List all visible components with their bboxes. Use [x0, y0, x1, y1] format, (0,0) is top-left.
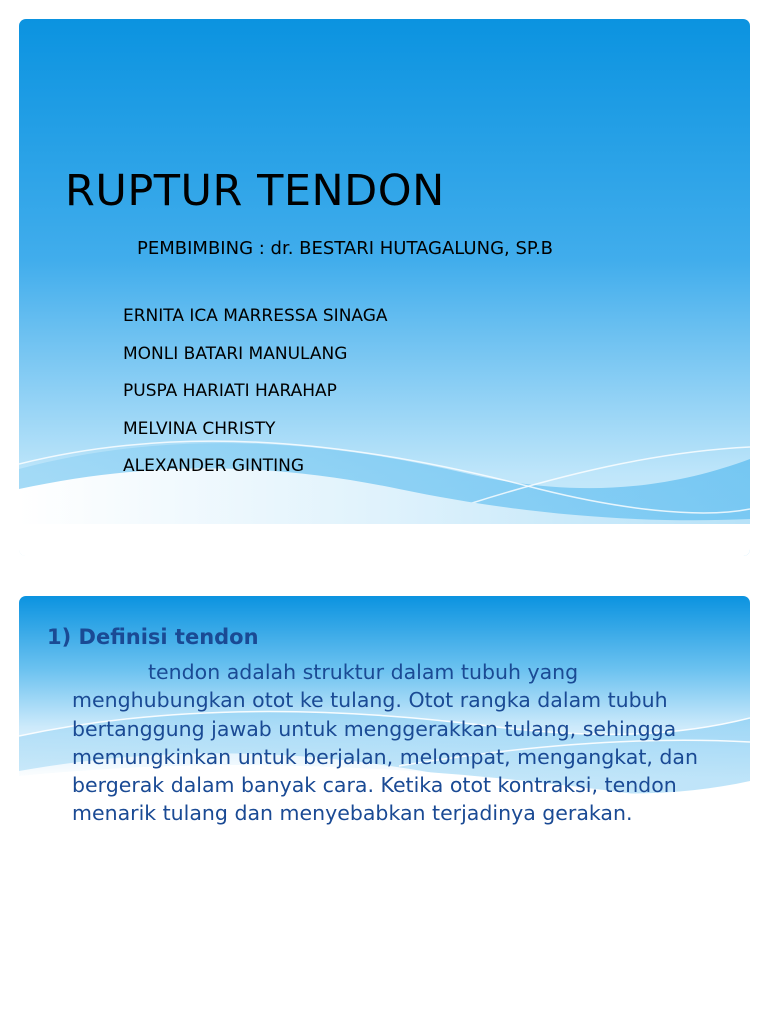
supervisor-line: PEMBIMBING : dr. BESTARI HUTAGALUNG, SP.B — [137, 238, 554, 259]
author-name: ERNITA ICA MARRESSA SINAGA — [123, 306, 388, 326]
author-name: PUSPA HARIATI HARAHAP — [123, 381, 337, 401]
presentation-title: RUPTUR TENDON — [65, 166, 445, 216]
definition-slide — [19, 596, 750, 1006]
title-slide — [19, 19, 750, 556]
definition-paragraph: tendon adalah struktur dalam tubuh yang menghubungkan otot ke tulang. Otot rangka dalam tubuh bertanggung jawab untuk menggerakkan tulang, sehingga memungkinkan untuk berjalan, melompat, mengangkat, dan bergerak dalam banyak cara. Ketika otot kontraksi, tendon menarik tulang dan menyebabkan terjadinya gerakan. — [72, 660, 698, 826]
author-name: MELVINA CHRISTY — [123, 418, 276, 439]
author-list — [123, 304, 388, 492]
author-name: MONLI BATARI MANULANG — [123, 343, 348, 364]
author-name: ALEXANDER GINTING — [123, 456, 305, 476]
section-heading: 1) Definisi tendon — [47, 625, 259, 649]
